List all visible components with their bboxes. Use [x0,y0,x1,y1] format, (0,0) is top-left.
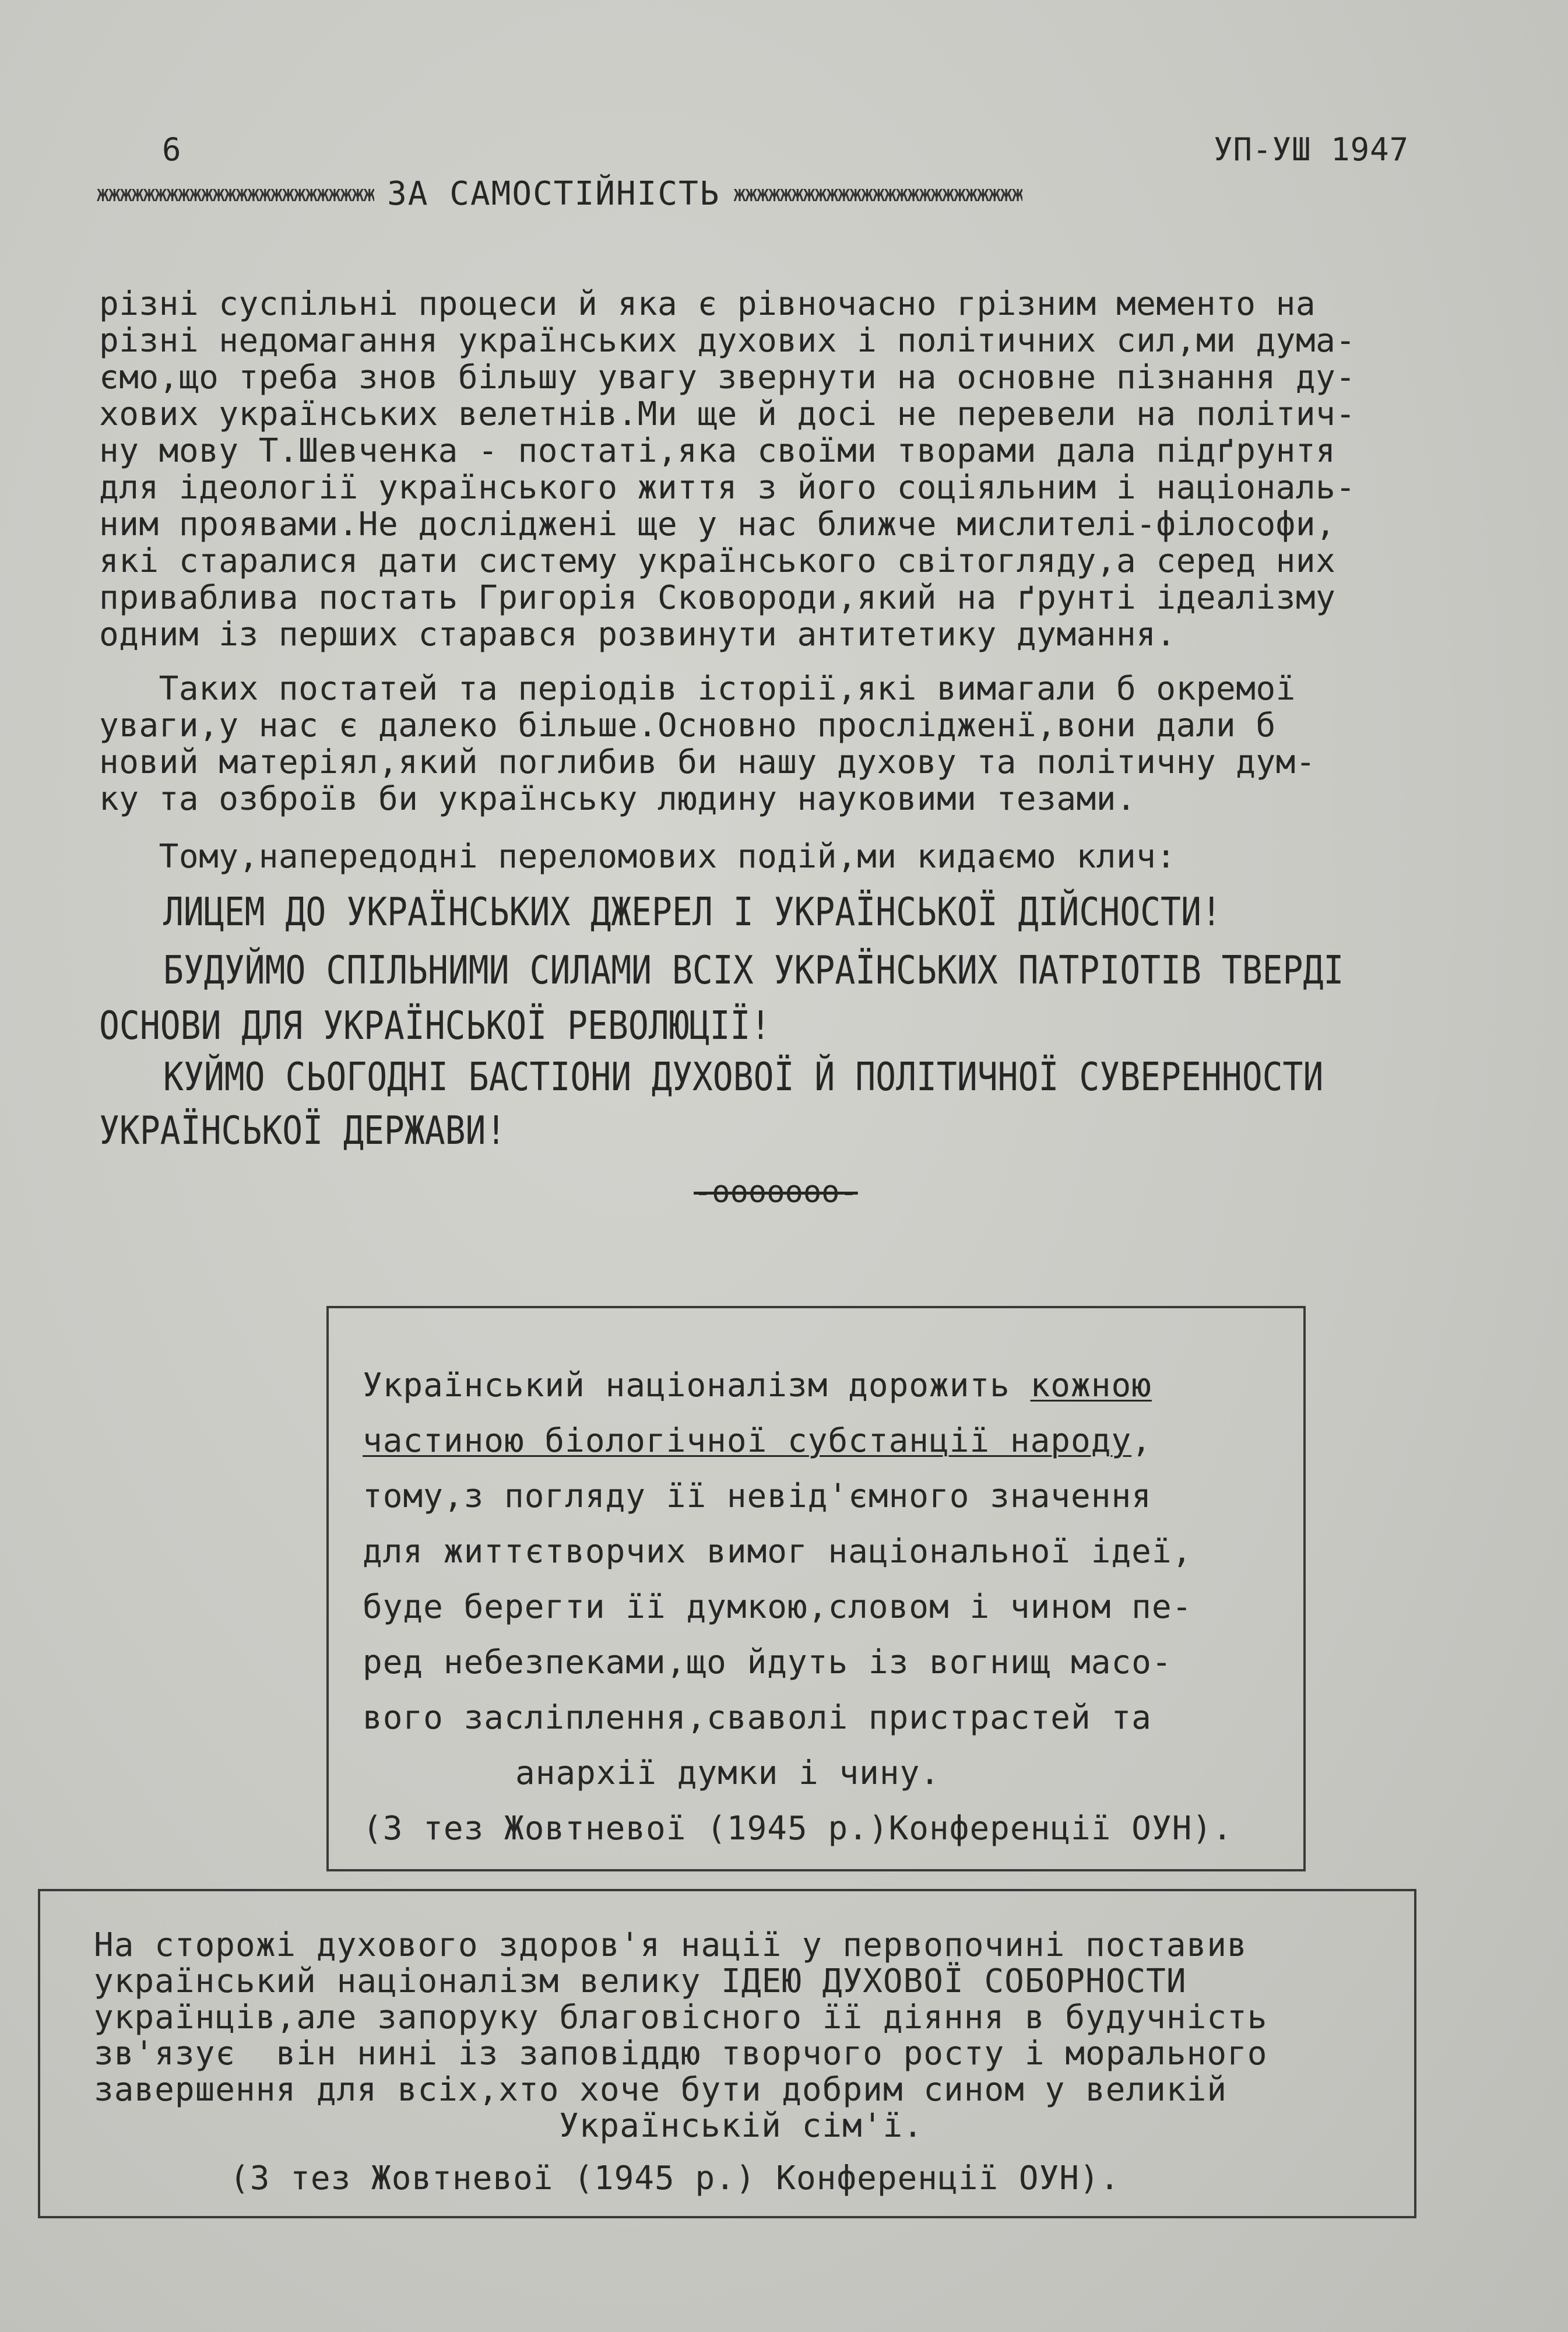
quote-underlined-text: частиною біологічної субстанції народу [363,1422,1132,1460]
quote-underlined-text: кожною [1030,1367,1152,1404]
quote-line: ред небезпеками,що йдуть із вогнищ масо- [363,1643,1172,1681]
text-line: різні недомагання українських духових і політичних сил,ми дума- [99,322,1356,360]
text-line: ємо,що треба знов більшу увагу звернути на основне пізнання ду- [99,359,1356,396]
slogan-line: ЛИЦЕМ ДО УКРАЇНСЬКИХ ДЖЕРЕЛ І УКРАЇНСЬКОЇ ДІЙСНОСТИ! [163,889,1222,935]
text-line: уваги,у нас є далеко більше.Основно прослідженї,вони дали б [99,707,1276,744]
masthead [96,170,1460,217]
quote-line: український націоналізм велику ІДЕЮ ДУХОВОЇ СОБОРНОСТИ [94,1962,1187,2000]
quote-line: На сторожі духового здоров'я нації у первопочині поставив [94,1926,1247,1964]
quote-box-1 [326,1306,1306,1871]
quote-text: Український націоналізм дорожить [363,1367,1031,1404]
section-separator: -ооооооо- [694,1175,858,1210]
quote-source: (З тез Жовтневої (1945 р.)Конференції ОУН). [363,1810,1233,1848]
quote-line: тому,з погляду її невід'ємного значення [363,1477,1152,1515]
text-line: новий матеріял,який поглибив би нашу духову та політичну дум- [99,743,1316,781]
text-line: ку та озброїв би українську людину науковими тезами. [99,780,1137,818]
text-line: одним із перших старався розвинути антитетику думання. [99,616,1176,654]
quote-line: українців,але запоруку благовісного її діяння в будучність [94,1999,1268,2036]
text-line: ну мову Т.Шевченка - постаті,яка своїми творами дала підґрунтя [99,432,1336,470]
masthead-filler-left: жжжжжжжжжжжжжжжжжжжжжжжж [96,181,375,206]
quote-line: анархії думки і чину. [515,1754,941,1792]
text-line: ним проявами.Не досліджені ще у нас ближче мислителі-філософи, [99,505,1336,543]
quote-line [363,1422,1152,1460]
quote-line: вого засліплення,сваволі пристрастей та [363,1699,1152,1737]
text-line: які старалися дати систему українського світогляду,а серед них [99,542,1336,580]
quote-text: , [1131,1422,1152,1460]
masthead-title: ЗА САМОСТІЙНІСТЬ [387,174,720,213]
quote-line [363,1367,1152,1404]
quote-box-2 [38,1889,1416,2218]
paragraph-3: Тому,напередодні переломових подій,ми кидаємо клич: [99,838,1176,876]
slogan-line: БУДУЙМО СПІЛЬНИМИ СИЛАМИ ВСІХ УКРАЇНСЬКИХ ПАТРІОТІВ ТВЕРДІ [163,947,1344,993]
masthead-filler-right: жжжжжжжжжжжжжжжжжжжжжжжжж [733,181,1023,206]
issue-date: УП-УШ 1947 [1214,131,1409,168]
quote-line: для життєтворчих вимог національної ідеї, [363,1533,1193,1571]
page-number: 6 [162,131,181,168]
text-line: різні суспільні процеси й яка є рівночасно грізним мементо на [99,285,1316,323]
quote-source: (З тез Жовтневої (1945 р.) Конференції ОУН). [230,2159,1120,2197]
text-line: Таких постатей та періодів історії,які вимагали б окремої [99,670,1296,708]
slogan-line: УКРАЇНСЬКОЇ ДЕРЖАВИ! [99,1108,507,1154]
text-line: для ідеології українського життя з його соціяльним і національ- [99,469,1356,507]
text-line: хових українських велетнів.Ми ще й досі не перевели на політич- [99,395,1356,433]
slogan-line: ОСНОВИ ДЛЯ УКРАЇНСЬКОЇ РЕВОЛЮЦІЇ! [99,1003,771,1049]
text-line: приваблива постать Григорія Сковороди,який на ґрунті ідеалізму [99,579,1336,617]
quote-line: завершення для всіх,хто хоче бути добрим сином у великій [94,2071,1228,2109]
quote-line: зв'язує він нині із заповіддю творчого росту і морального [94,2035,1268,2073]
slogan-line: КУЙМО СЬОГОДНІ БАСТІОНИ ДУХОВОЇ Й ПОЛІТИЧНОЇ СУВЕРЕННОСТИ [163,1054,1324,1100]
quote-line: буде берегти її думкою,словом і чином пе- [363,1588,1193,1626]
quote-line: Українській сім'ї. [559,2107,923,2145]
